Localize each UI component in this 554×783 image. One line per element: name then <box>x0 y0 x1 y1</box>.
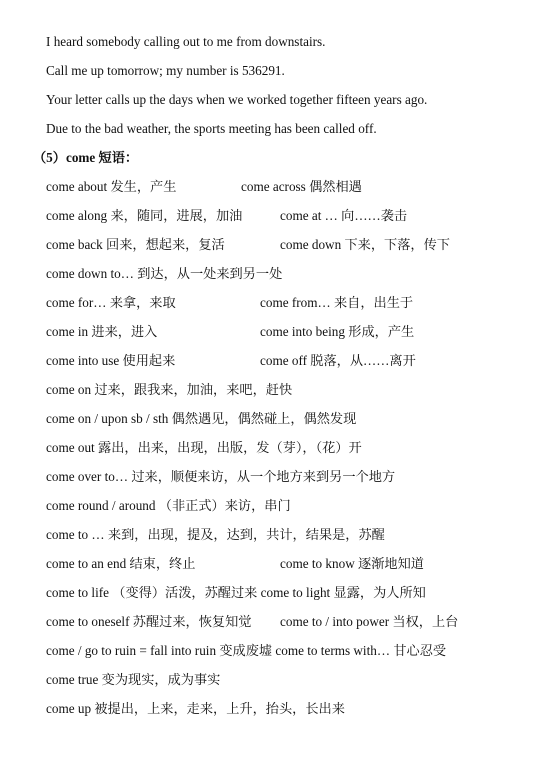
phrase-entry: come to know 逐渐地知道 <box>280 556 424 571</box>
phrase-entry: come up 被提出，上来，走来，上升，抬头，长出来 <box>46 701 345 716</box>
phrase-entry: come at … 向……袭击 <box>280 208 408 223</box>
phrase-entry: come into use 使用起来 <box>46 353 176 368</box>
phrase-entry: come into being 形成，产生 <box>260 324 415 339</box>
phrase-entry: come off 脱落，从……离开 <box>260 353 416 368</box>
phrase-entry: come to / into power 当权，上台 <box>280 614 459 629</box>
phrase-entry: come / go to ruin = fall into ruin 变成废墟 come to terms with… 甘心忍受 <box>46 643 447 658</box>
phrase-entry: come along 来，随同，进展，加油 <box>46 208 243 223</box>
phrase-entry: come true 变为现实，成为事实 <box>46 672 221 687</box>
phrase-entry: come to oneself 苏醒过来，恢复知觉 <box>46 614 252 629</box>
phrase-entry: come down to… 到达，从一处来到另一处 <box>46 266 283 281</box>
phrase-entry: come back 回来，想起来，复活 <box>46 237 225 252</box>
phrase-entry: come about 发生，产生 <box>46 179 177 194</box>
phrase-entry: come out 露出，出来，出现，出版，发（芽），（花）开 <box>46 440 362 455</box>
phrase-entry: come on / upon sb / sth 偶然遇见，偶然碰上，偶然发现 <box>46 411 357 426</box>
section-heading: （5）come 短语： <box>33 150 139 165</box>
phrase-entry: come across 偶然相遇 <box>241 179 362 194</box>
phrase-entry: come to … 来到，出现，提及，达到，共计，结果是，苏醒 <box>46 527 385 542</box>
phrase-entry: come round / around （非正式）来访，串门 <box>46 498 291 513</box>
phrase-entry: come to life （变得）活泼，苏醒过来 come to light 显露，为人所知 <box>46 585 426 600</box>
phrase-entry: come down 下来，下落，传下 <box>280 237 450 252</box>
phrase-entry: come from… 来自，出生于 <box>260 295 414 310</box>
example-sentence: I heard somebody calling out to me from downstairs. <box>46 34 326 49</box>
phrase-entry: come on 过来，跟我来，加油，来吧，赶快 <box>46 382 293 397</box>
example-sentence: Due to the bad weather, the sports meeting has been called off. <box>46 121 377 136</box>
phrase-entry: come for… 来拿，来取 <box>46 295 176 310</box>
phrase-entry: come to an end 结束，终止 <box>46 556 196 571</box>
phrase-entry: come in 进来，进入 <box>46 324 158 339</box>
example-sentence: Call me up tomorrow; my number is 536291. <box>46 63 285 78</box>
phrase-entry: come over to… 过来，顺便来访，从一个地方来到另一个地方 <box>46 469 396 484</box>
example-sentence: Your letter calls up the days when we worked together fifteen years ago. <box>46 92 428 107</box>
